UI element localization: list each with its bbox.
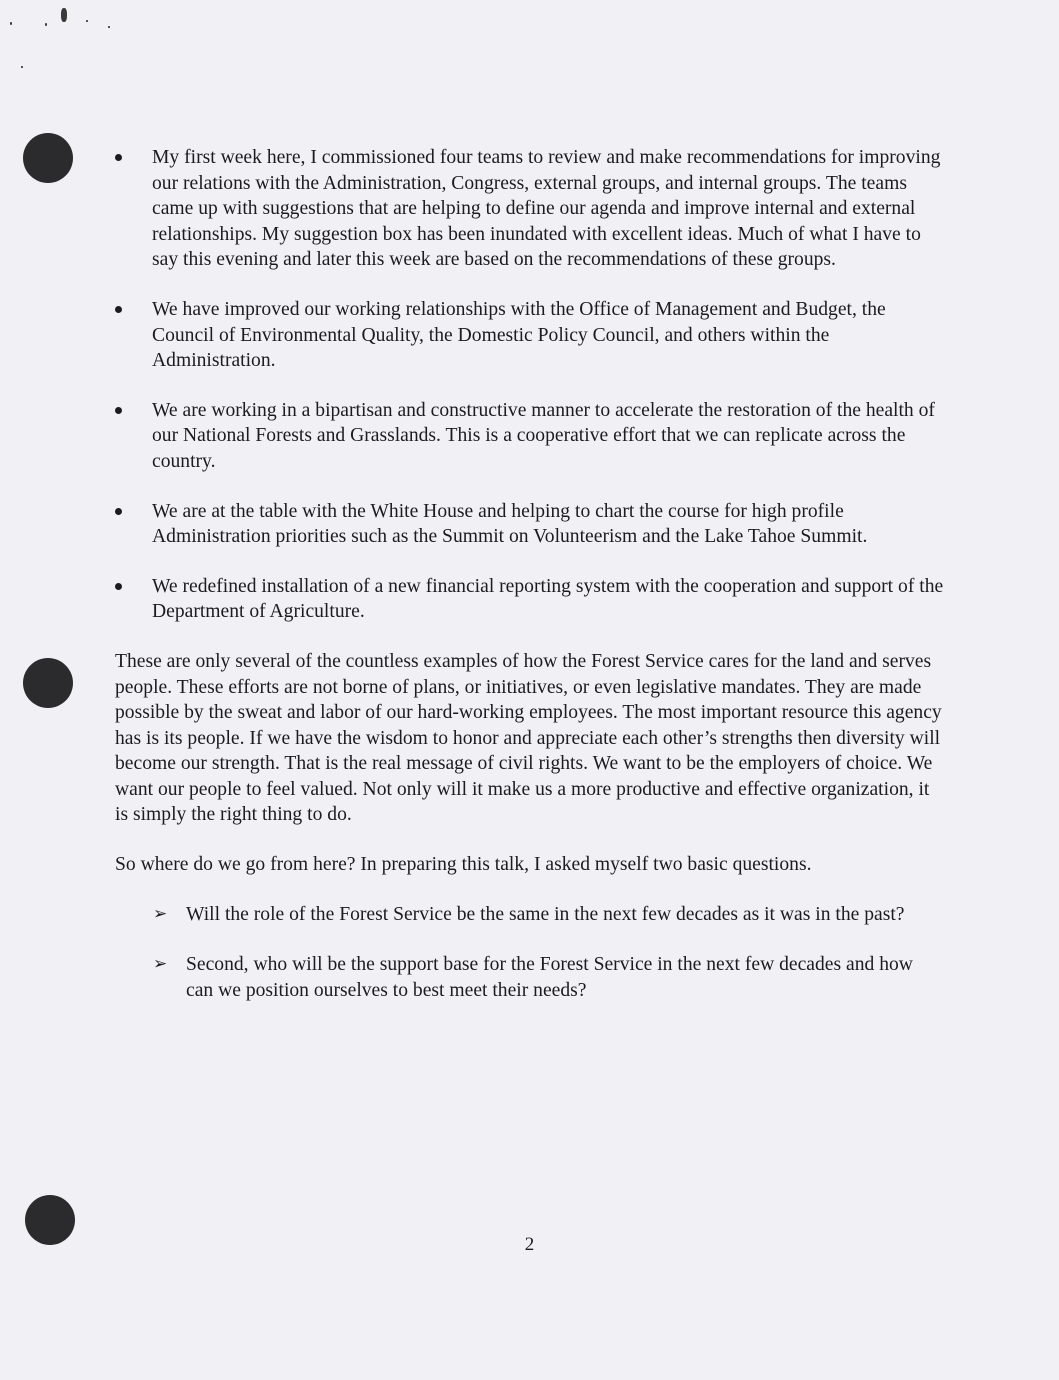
punch-hole	[23, 658, 73, 708]
punch-hole	[23, 133, 73, 183]
scan-speck	[61, 8, 67, 22]
list-item	[115, 297, 945, 374]
bullet-icon	[115, 508, 122, 515]
list-item-text: We redefined installation of a new financial reporting system with the cooperation and support of the Department of Agriculture.	[152, 575, 944, 623]
scan-speck	[45, 23, 47, 26]
list-item-text: We have improved our working relationships with the Office of Management and Budget, the Council of Environmental Quality, the Domestic Policy Council, and others within the Administration.	[152, 298, 886, 372]
list-item	[115, 499, 945, 550]
list-item-text: We are at the table with the White House and helping to chart the course for high profile Administration priorities such as the Summit on Volunteerism and the Lake Tahoe Summit.	[152, 500, 868, 548]
list-item-text: We are working in a bipartisan and constructive manner to accelerate the restoration of the health of our National Forests and Grasslands. This is a cooperative effort that we can replicate across the country.	[152, 399, 935, 472]
scan-speck	[86, 20, 88, 22]
list-item	[115, 574, 945, 625]
body-paragraph: These are only several of the countless examples of how the Forest Service cares for the land and serves people. These efforts are not borne of plans, or initiatives, or even legislative mandates. They are made possible by the sweat and labor of our hard-working employees. The most important resource this agency has is its people. If we have the wisdom to honor and appreciate each other’s strengths then diversity will become our strength. That is the real message of civil rights. We want to be the employers of choice. We want our people to feel valued. Not only will it make us a more productive and effective organization, it is simply the right thing to do.	[115, 650, 942, 826]
bullet-icon	[115, 407, 122, 414]
scan-speck	[21, 66, 23, 68]
body-paragraph: So where do we go from here? In preparing this talk, I asked myself two basic questions.	[115, 854, 812, 876]
list-item-text: Will the role of the Forest Service be the same in the next few decades as it was in the past?	[186, 903, 905, 925]
arrow-bullet-icon: ➢	[153, 954, 168, 975]
list-item	[115, 145, 945, 273]
questions-list	[115, 902, 945, 1004]
list-item-text: My first week here, I commissioned four teams to review and make recommendations for improving our relations with the Administration, Congress, external groups, and internal groups. The teams came up with suggestions that are helping to define our agenda and improve internal and external relationships. My suggestion box has been inundated with excellent ideas. Much of what I have to say this evening and later this week are based on the recommendations of these groups.	[152, 147, 941, 271]
accomplishments-list	[115, 145, 945, 625]
list-item-text: Second, who will be the support base for the Forest Service in the next few decades and how can we position ourselves to best meet their needs?	[186, 954, 913, 1001]
bullet-icon	[115, 583, 122, 590]
bullet-icon	[115, 154, 122, 161]
scan-speck	[10, 22, 12, 25]
document-body	[115, 145, 945, 1028]
bullet-icon	[115, 306, 122, 313]
list-item	[153, 902, 945, 928]
scan-speck	[108, 26, 110, 28]
page-number: 2	[524, 1234, 535, 1255]
list-item	[115, 398, 945, 475]
arrow-bullet-icon: ➢	[153, 903, 168, 924]
list-item	[153, 952, 945, 1003]
